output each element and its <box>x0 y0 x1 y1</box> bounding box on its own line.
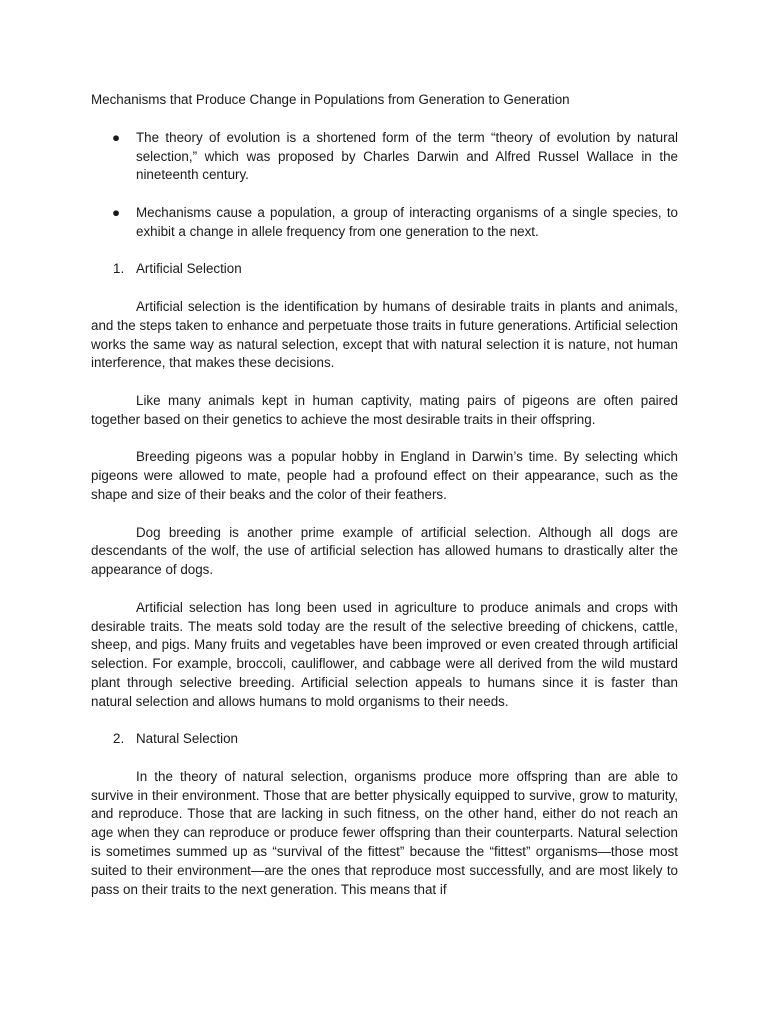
paragraph: In the theory of natural selection, organisms produce more offspring than are able to survive in their environment. Those that are better physically equipped to survive, grow to maturity, and reproduce. Those that are lacking in such fitness, on the other hand, either do not reach an age when they can reproduce or produce fewer offspring than their counterparts. Natural selection is sometimes summed up as “survival of the fittest” because the “fittest” organisms—those most suited to their environment—are the ones that reproduce most successfully, and are most likely to pass on their traits to the next generation. This means that if <box>91 768 678 897</box>
section-heading-text: Artificial Selection <box>136 261 242 277</box>
paragraph: Like many animals kept in human captivity, mating pairs of pigeons are often paired together based on their genetics to achieve the most desirable traits in their offspring. <box>91 392 678 427</box>
bullet-list <box>91 129 678 242</box>
bullet-text: Mechanisms cause a population, a group of interacting organisms of a single species, to exhibit a change in allele frequency from one generation to the next. <box>136 204 678 239</box>
bullet-icon: ● <box>112 129 121 145</box>
paragraph: Artificial selection has long been used in agriculture to produce animals and crops with desirable traits. The meats sold today are the result of the selective breeding of chickens, cattle, sheep, and pigs. Many fruits and vegetables have been improved or even created through artificial selection. For example, broccoli, cauliflower, and cabbage were all derived from the wild mustard plant through selective breeding. Artificial selection appeals to humans since it is faster than natural selection and allows humans to mold organisms to their needs. <box>91 599 678 709</box>
paragraph: Breeding pigeons was a popular hobby in England in Darwin’s time. By selecting which pigeons were allowed to mate, people had a profound effect on their appearance, such as the shape and size of their beaks and the color of their feathers. <box>91 449 678 502</box>
section-heading-artificial-selection <box>91 260 678 279</box>
bullet-text: The theory of evolution is a shortened form of the term “theory of evolution by natural selection,” which was proposed by Charles Darwin and Alfred Russel Wallace in the nineteenth century. <box>136 129 678 183</box>
section-number: 2. <box>113 731 125 747</box>
bullet-icon: ● <box>112 204 121 220</box>
document-body <box>91 91 678 918</box>
paragraph: Dog breeding is another prime example of artificial selection. Although all dogs are descendants of the wolf, the use of artificial selection has allowed humans to drastically alter the appearance of dogs. <box>91 524 678 578</box>
bullet-item <box>91 204 678 242</box>
section-heading-natural-selection <box>91 730 678 749</box>
document-title: Mechanisms that Produce Change in Populations from Generation to Generation <box>91 92 570 107</box>
paragraph: Artificial selection is the identification by humans of desirable traits in plants and animals, and the steps taken to enhance and perpetuate those traits in future generations. Artificial selection works the same way as natural selection, except that with natural selection it is nature, not human interference, that makes these decisions. <box>91 298 678 371</box>
section-heading-text: Natural Selection <box>136 731 238 747</box>
bullet-item <box>91 129 678 185</box>
section-number: 1. <box>113 261 125 277</box>
